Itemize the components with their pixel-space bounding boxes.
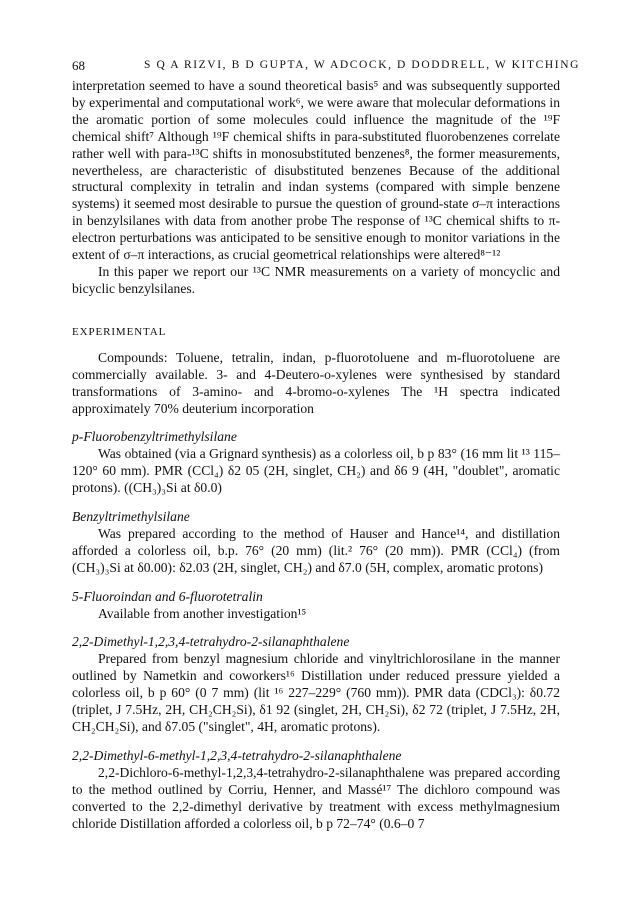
compounds-paragraph: Compounds: Toluene, tetralin, indan, p-fluorotoluene and m-fluorotoluene are commercially available. 3- and 4-Deutero-o-xylenes were synthesised by standard transformations of 3-amino- and 4-bromo-o-xylenes The ¹H spectra indicated approximately 70% deuterium incorporation: [72, 349, 560, 416]
section-body-methyl-silanaphthalene: 2,2-Dichloro-6-methyl-1,2,3,4-tetrahydro-2-silanaphthalene was prepared according to the method outlined by Corriu, Henner, and Massé¹⁷ The dichloro compound was converted to the 2,2-dimethyl derivative by treatment with excess methylmagnesium chloride Distillation afforded a colorless oil, b p 72–74° (0.6–0 7: [72, 764, 560, 831]
running-header: [72, 58, 581, 78]
section-body-fluorobenzyl: Was obtained (via a Grignard synthesis) as a colorless oil, b p 83° (16 mm lit ¹³ 115–120° 60 mm). PMR (CCl₄) δ2 05 (2H, singlet, CH₂) and δ6 9 (4H, "doublet", aromatic protons). ((CH₃)₃Si at δ0.0): [72, 446, 560, 496]
section-title-fluorobenzyl: p-Fluorobenzyltrimethylsilane: [72, 429, 237, 445]
running-head-authors: S Q A RIZVI, B D GUPTA, W ADCOCK, D DODDRELL, W KITCHING: [144, 59, 581, 71]
section-body-fluoroindan: Available from another investigation¹⁵: [98, 605, 307, 621]
section-title-fluoroindan: 5-Fluoroindan and 6-fluorotetralin: [72, 588, 263, 604]
paper-page: [72, 58, 581, 832]
section-body-benzyltrimethylsilane: Was prepared according to the method of Hauser and Hance¹⁴, and distillation afforded a colorless oil, b.p. 76° (20 mm) (lit.² 76° (20 mm)). PMR (CCl₄) (from (CH₃)₃Si at δ0.00): δ2.03 (2H, singlet, CH₂) and δ7.0 (5H, complex, aromatic protons): [72, 525, 560, 575]
intro-paragraph-2: In this paper we report our ¹³C NMR measurements on a variety of moncyclic and bicyclic benzylsilanes.: [72, 263, 560, 296]
section-title-methyl-silanaphthalene: 2,2-Dimethyl-6-methyl-1,2,3,4-tetrahydro-2-silanaphthalene: [72, 747, 402, 763]
page-number: 68: [72, 58, 85, 73]
section-title-benzyltrimethylsilane: Benzyltrimethylsilane: [72, 509, 190, 525]
intro-paragraph-1: interpretation seemed to have a sound theoretical basis⁵ and was subsequently supported by experimental and computational work⁶, we were aware that molecular deformations in the aromatic portion of some molecules could influence the magnitude of the ¹⁹F chemical shift⁷ Although ¹⁹F chemical shifts in para-substituted fluorobenzenes correlate rather well with para-¹³C shifts in monosubstituted benzenes⁸, the former measurements, nevertheless, are characteristic of disubstituted benzenes Because of the additional structural complexity in tetralin and indan systems (compared with simple benzene systems) it seemed most desirable to pursue the question of ground-state σ–π interactions in benzylsilanes with data from another probe The response of ¹³C chemical shifts to π-electron perturbations was anticipated to be sensitive enough to monitor variations in the extent of σ–π interactions, as crucial geometrical relationships were altered⁸⁻¹²: [72, 78, 560, 263]
experimental-heading: EXPERIMENTAL: [72, 325, 167, 338]
section-body-silanaphthalene: Prepared from benzyl magnesium chloride and vinyltrichlorosilane in the manner outlined by Nametkin and coworkers¹⁶ Distillation under reduced pressure yielded a colorless oil, b p 60° (0 7 mm) (lit ¹⁶ 227–229° (760 mm)). PMR data (CDCl₃): δ0.72 (triplet, J 7.5Hz, 2H, CH₂CH₂Si), δ1 92 (singlet, 2H, CH₂Si), δ2 72 (triplet, J 7.5Hz, 2H, CH₂CH₂Si), and δ7.05 ("singlet", 4H, aromatic protons).: [72, 651, 560, 734]
section-title-silanaphthalene: 2,2-Dimethyl-1,2,3,4-tetrahydro-2-silanaphthalene: [72, 634, 350, 650]
